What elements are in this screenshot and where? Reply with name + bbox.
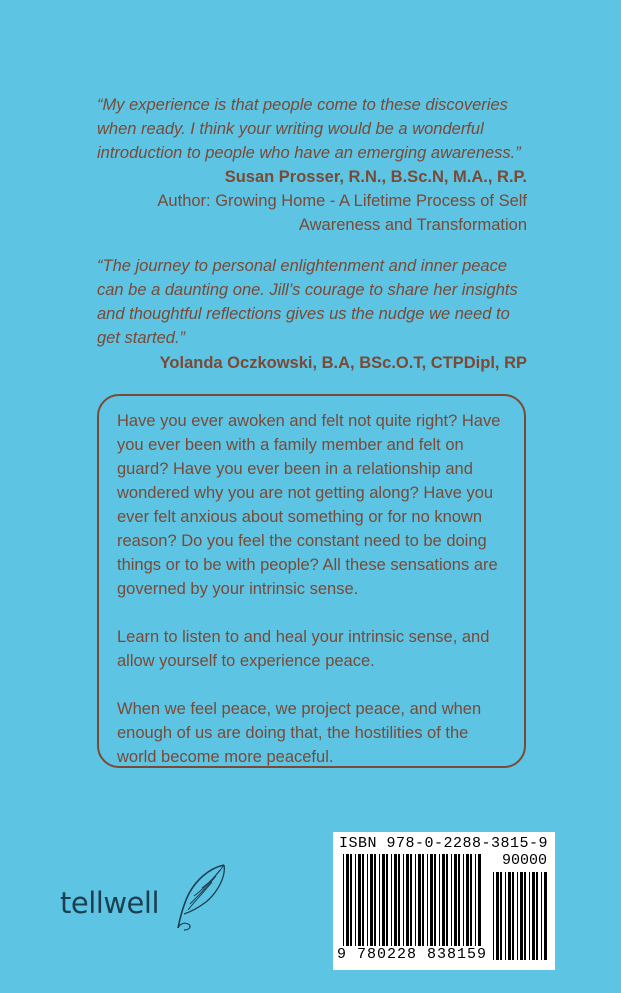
- barcode-bar: [379, 854, 380, 946]
- barcode-bar: [520, 872, 523, 960]
- barcode-bar: [382, 854, 385, 946]
- barcode-bar: [508, 872, 511, 960]
- barcode-bar: [370, 854, 373, 946]
- barcode-bar: [362, 854, 364, 946]
- barcode-bar: [355, 854, 356, 946]
- barcode-bar: [466, 854, 469, 946]
- ean-digits: 9 780228 838159: [337, 946, 488, 963]
- barcode-bar: [350, 854, 352, 946]
- barcode-bar: [544, 872, 547, 960]
- barcode-bar: [367, 854, 368, 946]
- barcode-bar: [505, 872, 506, 960]
- testimonial-name-2: Yolanda Oczkowski, B.A, BSc.O.T, CTPDipl, RP: [159, 354, 527, 372]
- barcode-bar: [346, 854, 349, 946]
- barcode-bar: [500, 872, 502, 960]
- price-code: 90000: [501, 852, 547, 869]
- barcode-bar: [439, 854, 440, 946]
- barcode-bar: [529, 872, 530, 960]
- quill-pen-icon: [172, 862, 230, 932]
- barcode-bar: [458, 854, 460, 946]
- barcode-bar: [343, 854, 344, 946]
- testimonial-name-1: Susan Prosser, R.N., B.Sc.N, M.A., R.P.: [224, 168, 527, 186]
- barcode-bar: [496, 872, 499, 960]
- barcode-bar: [427, 854, 428, 946]
- barcode-bar: [532, 872, 535, 960]
- barcode-bar: [493, 872, 494, 960]
- barcode-bar: [517, 872, 518, 960]
- blurb-paragraph-1: Have you ever awoken and felt not quite right? Have you ever been with a family member and felt on guard? Have you ever been in a relationship and wondered why you are not getting along? Have you ever felt anxious about something or for no known reason? Do you feel the constant need to be doing things or to be with people? All these sensations are governed by your intrinsic sense.: [117, 412, 501, 598]
- barcode-bar: [422, 854, 424, 946]
- barcode-bar: [434, 854, 436, 946]
- blurb-paragraph-3: When we feel peace, we project peace, and when enough of us are doing that, the hostilities of the world become more peaceful.: [117, 700, 482, 766]
- barcode-bar: [358, 854, 361, 946]
- publisher-logo: [60, 862, 230, 942]
- testimonial-attribution-1: [97, 165, 527, 237]
- barcode-bar: [475, 854, 476, 946]
- testimonial-credit-1: Author: Growing Home - A Lifetime Process of Self Awareness and Transformation: [157, 192, 527, 234]
- book-blurb-box: [97, 394, 526, 768]
- barcode-bar: [394, 854, 397, 946]
- barcode-bar: [415, 854, 416, 946]
- barcode-bar: [470, 854, 472, 946]
- publisher-name: tellwell: [60, 886, 160, 920]
- barcode-bar: [374, 854, 376, 946]
- barcode-bar: [403, 854, 404, 946]
- barcode-bar: [386, 854, 388, 946]
- barcode-bar: [391, 854, 392, 946]
- barcode-bar: [398, 854, 400, 946]
- barcode-bar: [410, 854, 412, 946]
- barcode-bar: [446, 854, 448, 946]
- blurb-paragraph-2: Learn to listen to and heal your intrinsic sense, and allow yourself to experience peace.: [117, 628, 490, 670]
- isbn-label: ISBN 978-0-2288-3815-9: [339, 835, 549, 852]
- testimonial-quote-2: “The journey to personal enlightenment and inner peace can be a daunting one. Jill’s courage to share her insights and thoughtful reflections gives us the nudge we need to get started.”: [97, 257, 518, 347]
- barcode-bar: [524, 872, 526, 960]
- barcode-bar: [541, 872, 542, 960]
- barcode-bar: [442, 854, 445, 946]
- testimonial-quote-1: “My experience is that people come to these discoveries when ready. I think your writing would be a wonderful introduction to people who have an emerging awareness.”: [97, 96, 521, 162]
- testimonial-attribution-2: [97, 351, 527, 375]
- barcode-bar: [418, 854, 421, 946]
- barcode-bar: [463, 854, 464, 946]
- barcode-bar: [478, 854, 481, 946]
- barcode-bar: [430, 854, 433, 946]
- barcode-bar: [536, 872, 538, 960]
- isbn-barcode: [333, 832, 555, 970]
- barcode-bar: [512, 872, 514, 960]
- barcode-bar: [454, 854, 457, 946]
- barcode-bar: [406, 854, 409, 946]
- barcode-bar: [451, 854, 452, 946]
